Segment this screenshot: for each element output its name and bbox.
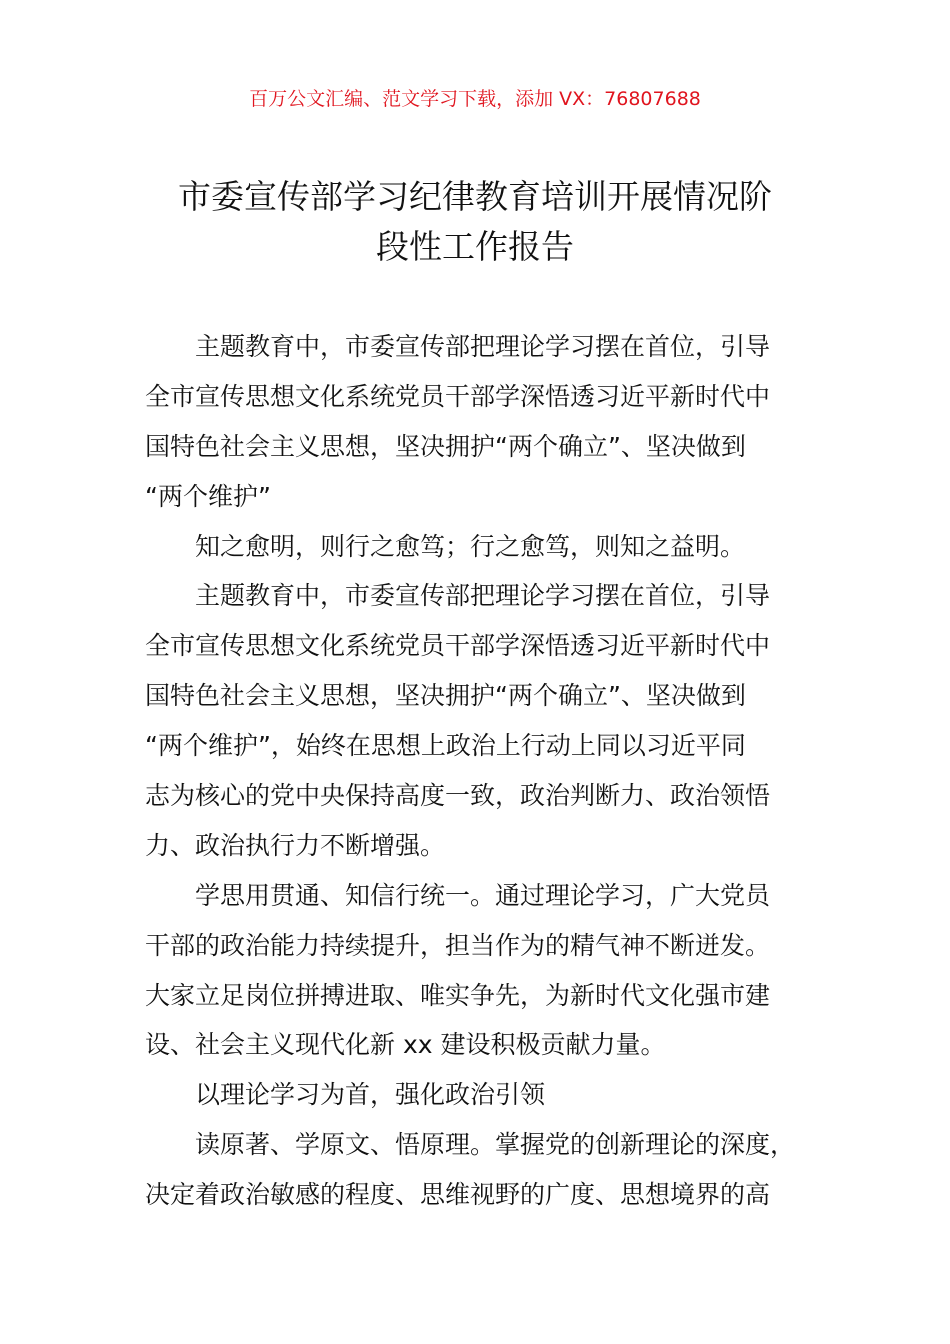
document-body xyxy=(145,322,807,1220)
body-line: 志为核心的党中央保持高度一致，政治判断力、政治领悟 xyxy=(145,781,771,811)
body-line: 知之愈明，则行之愈笃；行之愈笃，则知之益明。 xyxy=(195,531,746,561)
section-heading: 以理论学习为首，强化政治引领 xyxy=(195,1080,546,1110)
body-line: 读原著、学原文、悟原理。掌握党的创新理论的深度， xyxy=(195,1130,796,1160)
body-line: 国特色社会主义思想，坚决拥护“两个确立”、坚决做到 xyxy=(145,431,746,461)
body-line: 学思用贯通、知信行统一。通过理论学习，广大党员 xyxy=(195,880,771,910)
body-line: “两个维护” xyxy=(145,481,271,511)
body-line: 力、政治执行力不断增强。 xyxy=(145,830,446,860)
body-line: 国特色社会主义思想，坚决拥护“两个确立”、坚决做到 xyxy=(145,681,746,711)
body-line: 大家立足岗位拼搏进取、唯实争先，为新时代文化强市建 xyxy=(145,980,771,1010)
document-title xyxy=(120,172,830,272)
body-line: 全市宣传思想文化系统党员干部学深悟透习近平新时代中 xyxy=(145,631,771,661)
body-line: 主题教育中，市委宣传部把理论学习摆在首位，引导 xyxy=(195,332,771,361)
title-line-2: 段性工作报告 xyxy=(376,227,574,266)
body-line: 主题教育中，市委宣传部把理论学习摆在首位，引导 xyxy=(195,581,771,611)
title-line-1: 市委宣传部学习纪律教育培训开展情况阶 xyxy=(178,177,772,216)
body-line: 全市宣传思想文化系统党员干部学深悟透习近平新时代中 xyxy=(145,381,771,411)
body-line: “两个维护”，始终在思想上政治上行动上同以习近平同 xyxy=(145,731,746,761)
body-line: 设、社会主义现代化新 xx 建设积极贡献力量。 xyxy=(145,1030,666,1060)
body-line: 决定着政治敏感的程度、思维视野的广度、思想境界的高 xyxy=(145,1180,771,1210)
watermark-banner: 百万公文汇编、范文学习下载，添加 VX：76807688 xyxy=(249,88,701,110)
body-line: 干部的政治能力持续提升，担当作为的精气神不断迸发。 xyxy=(145,930,771,960)
